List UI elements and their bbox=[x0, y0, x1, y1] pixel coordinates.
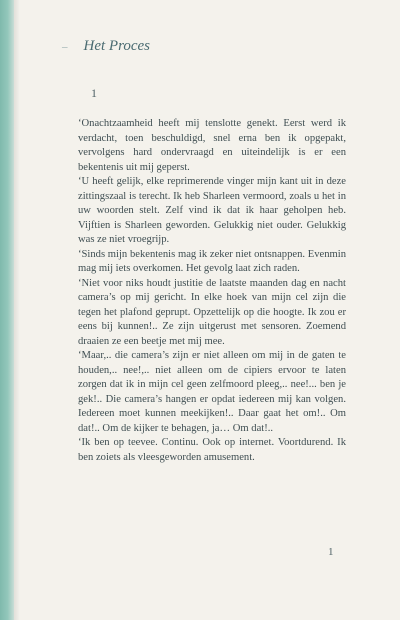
running-title: Het Proces bbox=[83, 38, 151, 54]
page-number: 1 bbox=[328, 546, 334, 558]
chapter-number: 1 bbox=[91, 86, 97, 100]
running-header bbox=[62, 38, 150, 55]
paragraph: ‘U heeft gelijk, elke reprimerende vinger mijn kant uit in deze zittingszaal is terecht. Ik heb Sharleen vermoord, zoals u het in uw woorden stelt. Zelf vind ik dat ik haar geholpen heb. Vijftien is Sharleen geworden. Gelukkig niet ouder. Gelukkig was ze niet vroegrijp. bbox=[78, 176, 346, 245]
paragraph: ‘Ik ben op teevee. Continu. Ook op internet. Voortdurend. Ik ben zoiets als vleesgeworden amusement. bbox=[78, 437, 346, 463]
paragraph: ‘Onachtzaamheid heeft mij tenslotte genekt. Eerst werd ik verdacht, toen beschuldigd, snel erna ben ik opgepakt, vervolgens hard ondervraagd en uiteindelijk is er een bekentenis uit mij geperst. bbox=[78, 118, 346, 173]
paragraph: ‘Sinds mijn bekentenis mag ik zeker niet ontsnappen. Evenmin mag mij iets overkomen. Het gevolg laat zich raden. bbox=[78, 248, 346, 274]
body-text bbox=[78, 117, 346, 465]
header-dash-icon: – bbox=[62, 40, 68, 53]
spine-shadow bbox=[14, 0, 20, 620]
page-spine-edge bbox=[0, 0, 14, 620]
paragraph: ‘Niet voor niks houdt justitie de laatste maanden dag en nacht camera’s op mij gericht. In elke hoek van mijn cel zijn die tegen het plafond geprupt. Opzettelijk op die hoogte. Ik zou er eens bij kunnen!.. Ze zijn uitgerust met sensoren. Zoemend draaien ze een beetje met mij mee. bbox=[78, 277, 346, 347]
paragraph: ‘Maar,.. die camera’s zijn er niet alleen om mij in de gaten te houden,.. nee!,.. niet alleen om de cipiers ervoor te laten zorgen dat ik in mijn cel geen zelfmoord pleeg,.. nee!... ben je gek!.. Die camera’s hangen er opdat iedereen mij kan volgen. Iedereen moet kunnen meekijken!.. Daar gaat het om!.. Om dat!.. Om de kijker te behagen, ja… Om dat!.. bbox=[78, 350, 346, 434]
